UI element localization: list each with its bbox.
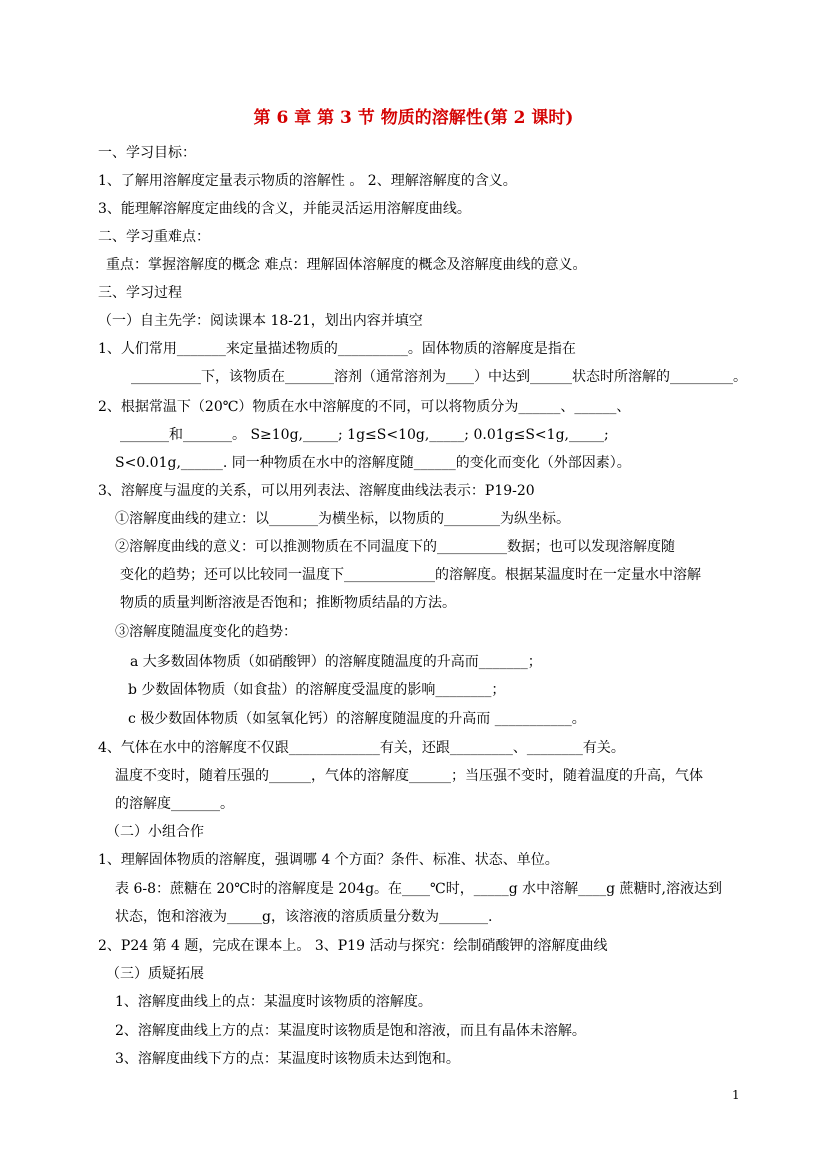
text-line: ①溶解度曲线的建立：以_______为横坐标，以物质的________为纵坐标。 bbox=[115, 511, 570, 527]
text-line: 表 6-8：蔗糖在 20℃时的溶解度是 204g。在____℃时，_____g 水中溶解____g 蔗糖时,溶液达到 bbox=[115, 881, 722, 897]
text-line: c 极少数固体物质（如氢氧化钙）的溶解度随温度的升高而 ___________。 bbox=[128, 711, 586, 727]
page-title: 第 6 章 第 3 节 物质的溶解性(第 2 课时) bbox=[253, 108, 574, 128]
text-line: 一、学习目标： bbox=[98, 145, 196, 161]
text-line: 三、学习过程 bbox=[98, 285, 182, 301]
text-line: 重点：掌握溶解度的概念 难点：理解固体溶解度的概念及溶解度曲线的意义。 bbox=[106, 257, 587, 273]
text-line: a 大多数固体物质（如硝酸钾）的溶解度随温度的升高而_______； bbox=[130, 654, 542, 670]
text-line: 2、根据常温下（20℃）物质在水中溶解度的不同，可以将物质分为______、______、 bbox=[98, 399, 631, 415]
text-line: _______和_______。 S≥10g,_____; 1g≤S<10g,_____; 0.01g≤S<1g,_____; bbox=[120, 427, 609, 443]
text-line: ②溶解度曲线的意义：可以推测物质在不同温度下的__________数据；也可以发现溶解度随 bbox=[115, 539, 675, 555]
text-line: 1、溶解度曲线上的点：某温度时该物质的溶解度。 bbox=[115, 994, 432, 1010]
text-line: 1、人们常用_______来定量描述物质的__________。固体物质的溶解度是指在 bbox=[98, 341, 576, 357]
text-line: 3、能理解溶解度定曲线的含义，并能灵活运用溶解度曲线。 bbox=[98, 201, 471, 217]
text-line: （二）小组合作 bbox=[106, 824, 204, 840]
page-number: 1 bbox=[732, 1088, 740, 1102]
text-line: 状态，饱和溶液为_____g，该溶液的溶质质量分数为_______. bbox=[115, 909, 493, 925]
text-line: 物质的质量判断溶液是否饱和；推断物质结晶的方法。 bbox=[120, 595, 456, 611]
text-line: b 少数固体物质（如食盐）的溶解度受温度的影响________； bbox=[128, 682, 506, 698]
text-line: 1、理解固体物质的溶解度，强调哪 4 个方面？条件、标准、状态、单位。 bbox=[98, 852, 559, 868]
text-line: __________下，该物质在_______溶剂（通常溶剂为____）中达到______状态时所溶解的_________。 bbox=[131, 369, 747, 385]
text-line: 3、溶解度曲线下方的点：某温度时该物质未达到饱和。 bbox=[115, 1051, 460, 1067]
text-line: 2、P24 第 4 题，完成在课本上。 3、P19 活动与探究：绘制硝酸钾的溶解度曲线 bbox=[98, 938, 608, 954]
text-line: 温度不变时，随着压强的______，气体的溶解度______；当压强不变时，随着温度的升高，气体 bbox=[115, 768, 703, 784]
text-line: 二、学习重难点： bbox=[98, 229, 210, 245]
text-line: 2、溶解度曲线上方的点：某温度时该物质是饱和溶液，而且有晶体未溶解。 bbox=[115, 1023, 586, 1039]
text-line: （一）自主先学：阅读课本 18-21，划出内容并填空 bbox=[98, 313, 423, 329]
text-line: S<0.01g,______. 同一种物质在水中的溶解度随______的变化而变化（外部因素）。 bbox=[115, 455, 631, 471]
text-line: 4、气体在水中的溶解度不仅跟_____________有关，还跟_________、________有关。 bbox=[98, 740, 625, 756]
text-line: （三）质疑拓展 bbox=[106, 966, 204, 982]
text-line: 1、了解用溶解度定量表示物质的溶解性 。 2、理解溶解度的含义。 bbox=[98, 173, 517, 189]
text-line: 3、溶解度与温度的关系，可以用列表法、溶解度曲线法表示：P19-20 bbox=[98, 483, 535, 499]
text-line: 变化的趋势；还可以比较同一温度下_____________的溶解度。根据某温度时在一定量水中溶解 bbox=[120, 567, 701, 583]
text-line: ③溶解度随温度变化的趋势： bbox=[115, 624, 297, 640]
text-line: 的溶解度_______。 bbox=[115, 796, 234, 812]
